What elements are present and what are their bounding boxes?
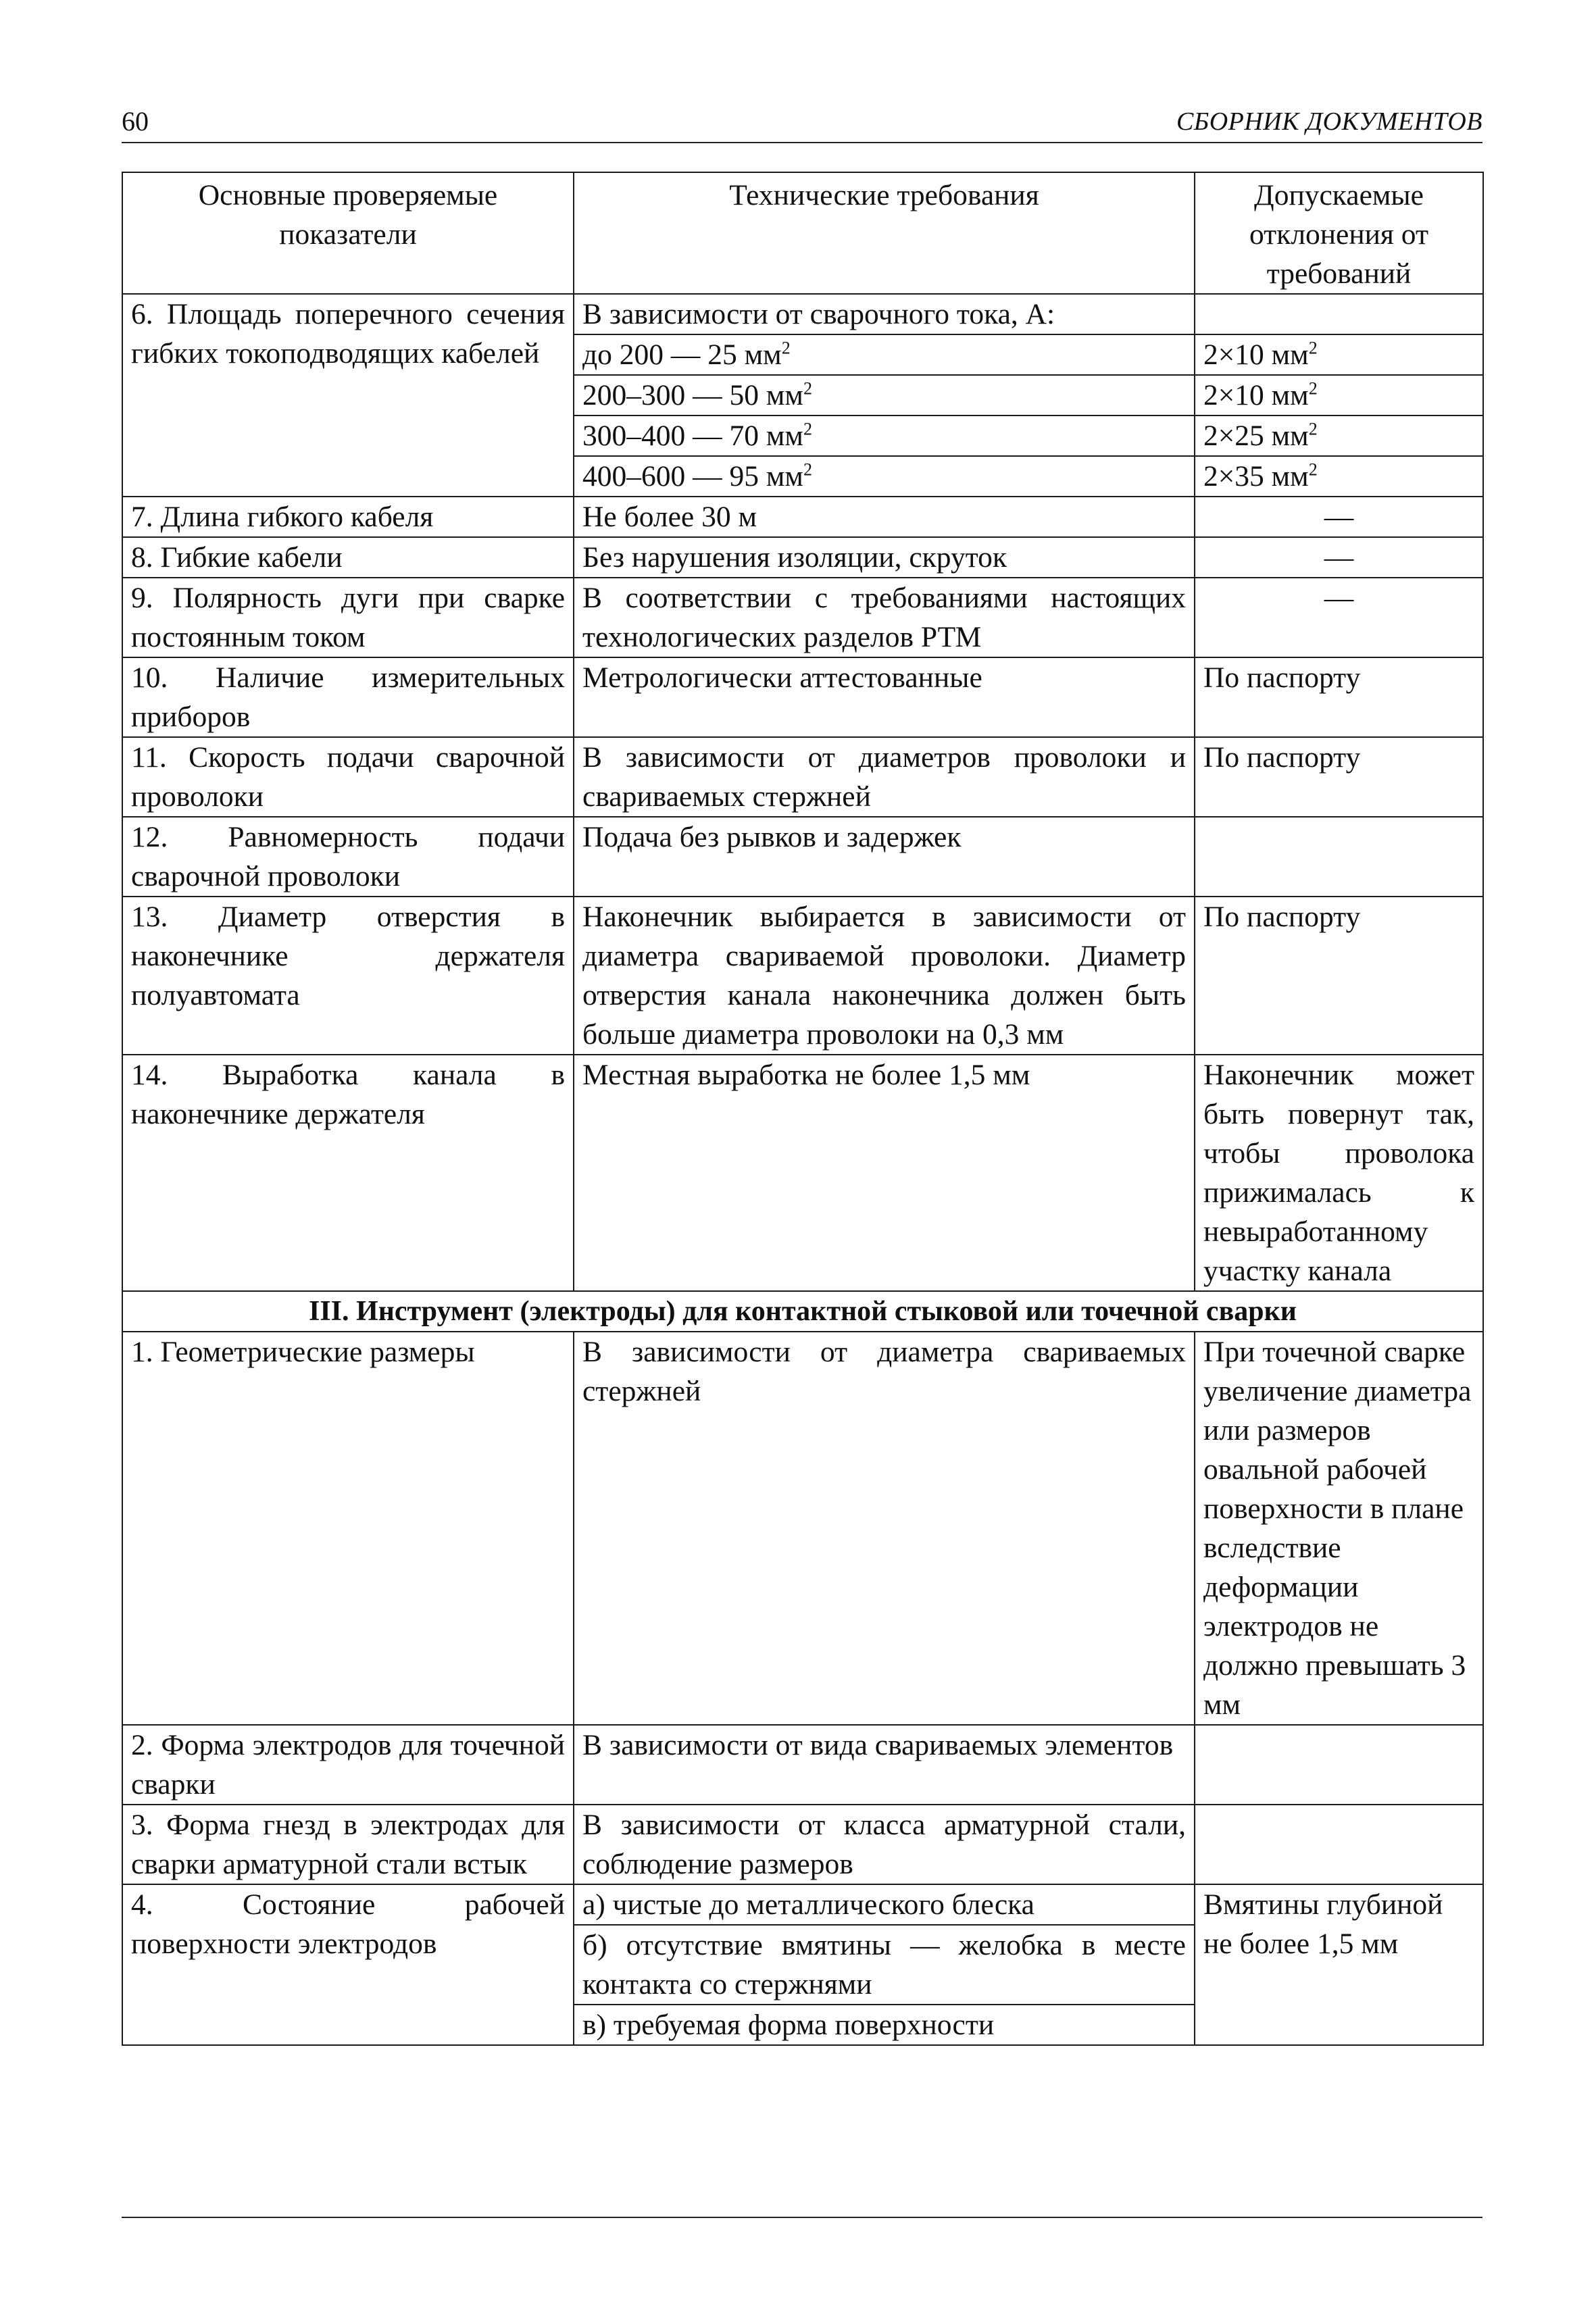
row-requirement: Наконечник выбирается в зависимости от диаметра свариваемой проволоки. Диаметр отверстия канала наконечника должен быть больше диаметра проволоки на 0,3 мм (574, 897, 1195, 1055)
row-deviation: — (1195, 537, 1483, 578)
section-heading-row (122, 1291, 1483, 1332)
table-row (122, 578, 1483, 657)
row-requirement: В зависимости от класса арматурной стали, соблюдение размеров (574, 1805, 1195, 1884)
row-requirement: б) отсутствие вмятины — желобка в месте контакта со стержнями (574, 1925, 1195, 2005)
page-header (122, 103, 1482, 143)
row-label: 3. Форма гнезд в электродах для сварки арматурной стали встык (122, 1805, 574, 1884)
row-label: 10. Наличие измерительных приборов (122, 657, 574, 737)
row-label: 8. Гибкие кабели (122, 537, 574, 578)
row-deviation: 2×25 $мм^2$ (1195, 416, 1483, 456)
table-header-row (122, 172, 1483, 294)
row-requirement: а) чистые до металлического блеска (574, 1884, 1195, 1925)
row-deviation: — (1195, 578, 1483, 657)
table-row (122, 817, 1483, 897)
row-label: 13. Диаметр отверстия в наконечнике держателя полуавтомата (122, 897, 574, 1055)
row-deviation (1195, 1725, 1483, 1805)
row-requirement: Местная выработка не более 1,5 мм (574, 1055, 1195, 1291)
row-deviation (1195, 817, 1483, 897)
section-heading: III. Инструмент (электроды) для контактной стыковой или точечной сварки (122, 1291, 1483, 1332)
table-row (122, 897, 1483, 1055)
row-label: 12. Равномерность подачи сварочной проволоки (122, 817, 574, 897)
row-label: 14. Выработка канала в наконечнике держателя (122, 1055, 574, 1291)
row-label: 2. Форма электродов для точечной сварки (122, 1725, 574, 1805)
table-row (122, 737, 1483, 817)
row-requirement: Подача без рывков и задержек (574, 817, 1195, 897)
running-title: СБОРНИК ДОКУМЕНТОВ (1176, 107, 1482, 136)
row-requirement: В соответствии с требованиями настоящих технологических разделов РТМ (574, 578, 1195, 657)
row-deviation: 2×35 $мм^2$ (1195, 456, 1483, 497)
table-row (122, 1055, 1483, 1291)
row-deviation: — (1195, 497, 1483, 537)
table-row (122, 497, 1483, 537)
row-requirement: в) требуемая форма поверхности (574, 2005, 1195, 2045)
table-row (122, 657, 1483, 737)
row-deviation: Вмятины глубиной не более 1,5 мм (1195, 1884, 1483, 2045)
row-deviation: По паспорту (1195, 897, 1483, 1055)
row-requirement: В зависимости от вида свариваемых элементов (574, 1725, 1195, 1805)
header-col-requirements: Технические требования (574, 172, 1195, 294)
row-label: 1. Геометрические размеры (122, 1332, 574, 1725)
table-row (122, 1725, 1483, 1805)
row-requirement: 300–400 — 70 $мм^2$ (574, 416, 1195, 456)
requirements-table (122, 172, 1484, 2046)
row-requirement: В зависимости от диаметров проволоки и свариваемых стержней (574, 737, 1195, 817)
row-deviation (1195, 294, 1483, 334)
table-row (122, 294, 1483, 334)
row-requirement: Метрологически аттестованные (574, 657, 1195, 737)
table-row (122, 1805, 1483, 1884)
table-row (122, 1332, 1483, 1725)
row-requirement: до 200 — 25 $мм^2$ (574, 334, 1195, 375)
row-label: 6. Площадь поперечного сечения гибких токоподводящих кабелей (122, 294, 574, 497)
row-deviation: По паспорту (1195, 657, 1483, 737)
row-requirement: В зависимости от диаметра свариваемых стержней (574, 1332, 1195, 1725)
row-requirement: Без нарушения изоляции, скруток (574, 537, 1195, 578)
table-row (122, 1884, 1483, 1925)
row-deviation: Наконечник может быть повернут так, чтобы проволока прижималась к невыработанному участку канала (1195, 1055, 1483, 1291)
row-deviation (1195, 1805, 1483, 1884)
footer-rule (122, 2217, 1482, 2218)
page-number: 60 (122, 106, 149, 136)
row-deviation: 2×10 $мм^2$ (1195, 375, 1483, 416)
table-row (122, 537, 1483, 578)
header-col-deviations: Допускаемые отклонения от требований (1195, 172, 1483, 294)
row-label: 7. Длина гибкого кабеля (122, 497, 574, 537)
row-deviation: По паспорту (1195, 737, 1483, 817)
row-deviation: При точечной сварке увеличение диаметра или размеров овальной рабочей поверхности в плане вследствие деформации электродов не должно превышать 3 мм (1195, 1332, 1483, 1725)
row-label: 9. Полярность дуги при сварке постоянным током (122, 578, 574, 657)
row-requirement: 200–300 — 50 $мм^2$ (574, 375, 1195, 416)
row-label: 4. Состояние рабочей поверхности электродов (122, 1884, 574, 2045)
row-requirement: 400–600 — 95 $мм^2$ (574, 456, 1195, 497)
row-requirement: В зависимости от сварочного тока, А: (574, 294, 1195, 334)
header-col-indicators: Основные проверяемые показатели (122, 172, 574, 294)
row-label: 11. Скорость подачи сварочной проволоки (122, 737, 574, 817)
row-requirement: Не более 30 м (574, 497, 1195, 537)
row-deviation: 2×10 $мм^2$ (1195, 334, 1483, 375)
